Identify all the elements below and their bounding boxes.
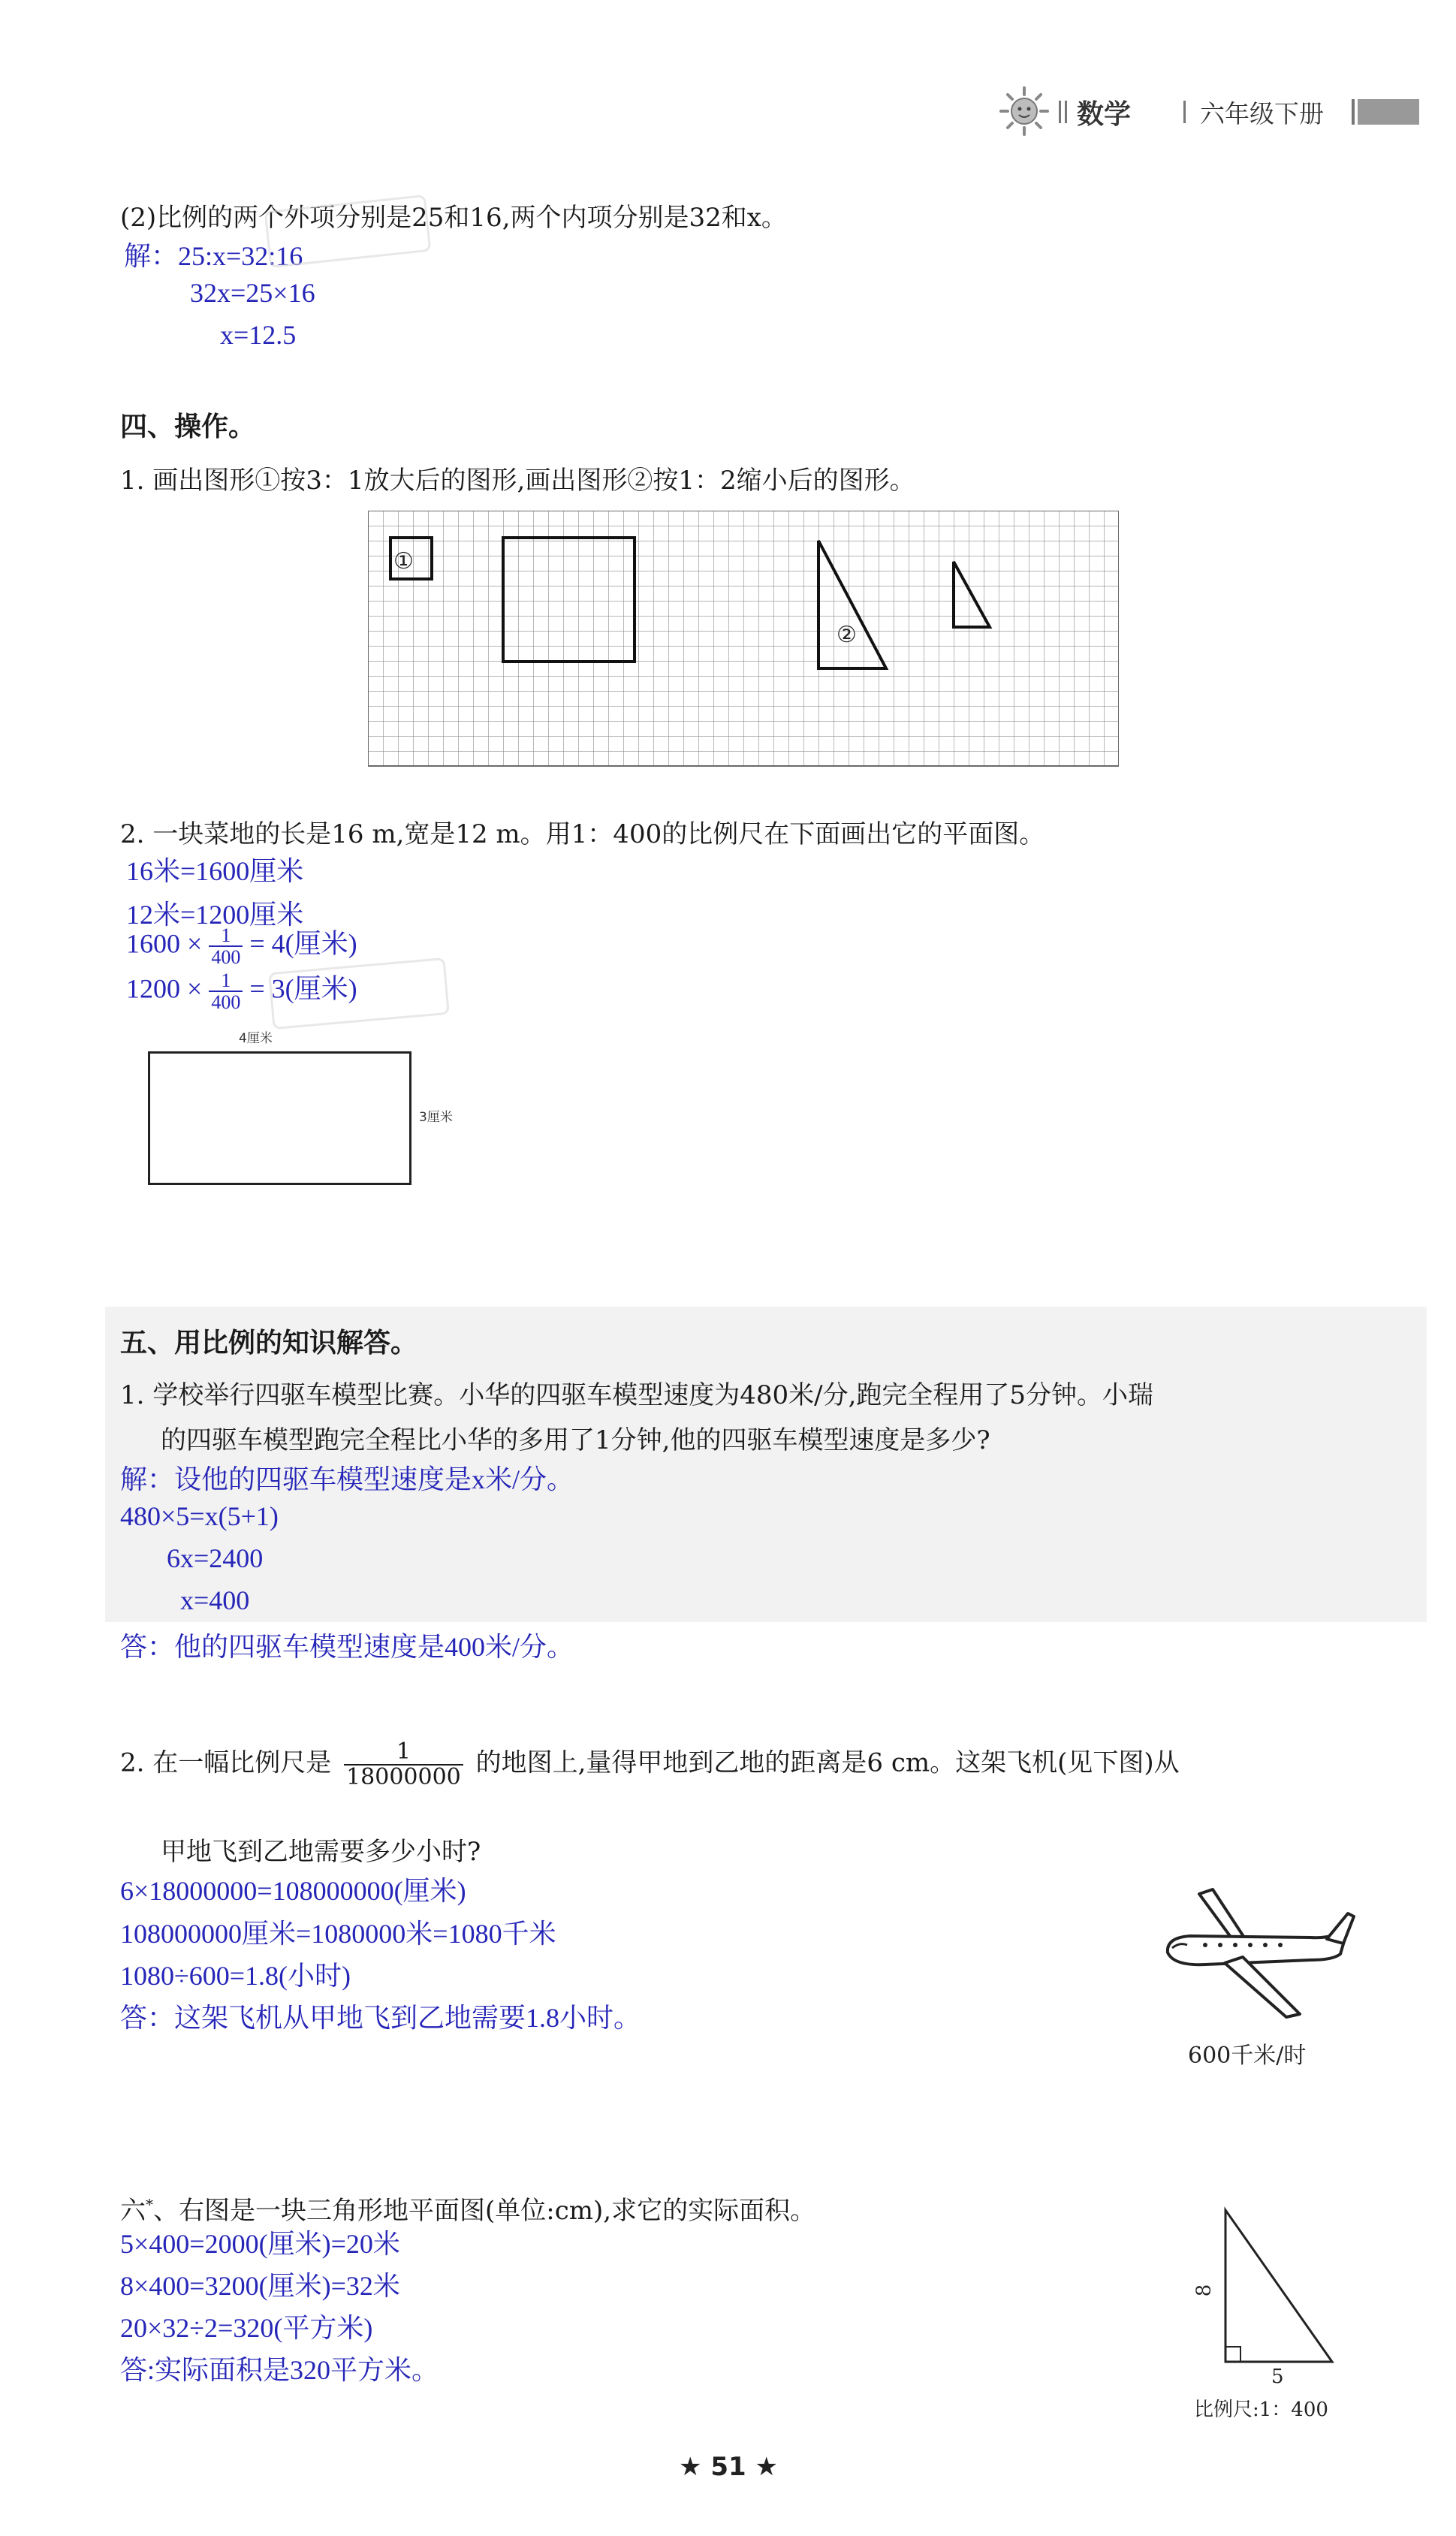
scale-label: 比例尺:1：400	[1194, 2399, 1328, 2421]
section-6-question: 六*、右图是一块三角形地平面图(单位:cm),求它的实际面积。	[120, 2195, 816, 2226]
answer-line: 8×400=3200(厘米)=32米	[120, 2271, 400, 2301]
section-5-title: 五、用比例的知识解答。	[120, 1328, 418, 1358]
answer-line: 1600 × $\frac{1}{400}$ = 4(厘米)	[126, 924, 357, 969]
answer-line: 答：他的四驱车模型速度是400米/分。	[120, 1632, 574, 1662]
answer-line: 108000000厘米=1080000米=1080千米	[120, 1919, 556, 1949]
section-4-q1: 1. 画出图形①按3：1放大后的图形,画出图形②按1：2缩小后的图形。	[120, 466, 915, 496]
answer-line: 答：这架飞机从甲地飞到乙地需要1.8小时。	[120, 2003, 641, 2033]
grid-figure	[368, 511, 1119, 770]
rect-width-label: 4厘米	[239, 1031, 273, 1046]
rect-height-label: 3厘米	[419, 1110, 453, 1125]
triangle-plan	[1216, 2204, 1337, 2369]
page-number: ★ 51 ★	[679, 2452, 778, 2482]
answer-line: 20×32÷2=320(平方米)	[120, 2313, 373, 2343]
sun-logo-icon	[999, 86, 1050, 137]
section-5-q1-line1: 1. 学校举行四驱车模型比赛。小华的四驱车模型速度为480米/分,跑完全程用了5分钟。小瑞	[120, 1380, 1154, 1410]
garden-rectangle	[148, 1051, 411, 1185]
grid-paper	[368, 511, 1119, 770]
answer-line: 6×18000000=108000000(厘米)	[120, 1876, 466, 1906]
answer-line: 解：设他的四驱车模型速度是x米/分。	[120, 1464, 574, 1494]
section-4-title: 四、操作。	[120, 412, 256, 442]
section-4-q2: 2. 一块菜地的长是16 m,宽是12 m。用1：400的比例尺在下面画出它的平面图。	[120, 819, 1045, 849]
answer-line: 1080÷600=1.8(小时)	[120, 1961, 351, 1991]
answer-line: x=400	[180, 1585, 250, 1615]
airplane-icon	[1160, 1885, 1355, 2035]
answer-line: 答:实际面积是320平方米。	[120, 2355, 439, 2385]
answer-line: 32x=25×16	[190, 278, 315, 308]
plane-speed-caption: 600千米/时	[1188, 2043, 1307, 2069]
answer-line: 5×400=2000(厘米)=20米	[120, 2229, 400, 2259]
header-divider	[1065, 101, 1067, 123]
section-5-q1-line2: 的四驱车模型跑完全程比小华的多用了1分钟,他的四驱车模型速度是多少?	[161, 1425, 990, 1455]
triangle-leg-horizontal: 5	[1271, 2366, 1284, 2388]
answer-line: 解：25:x=32:16	[124, 241, 303, 271]
header-divider	[1059, 101, 1061, 123]
answer-line: 6x=2400	[167, 1543, 264, 1573]
header-bars	[1352, 99, 1419, 125]
answer-line: x=12.5	[220, 320, 297, 350]
answer-line: 480×5=x(5+1)	[120, 1501, 279, 1531]
figure-label-2: ②	[837, 622, 857, 648]
triangle-leg-vertical: 8	[1192, 2284, 1216, 2297]
figure-label-1: ①	[393, 548, 414, 574]
question-3-2: (2)比例的两个外项分别是25和16,两个内项分别是32和x。	[120, 203, 787, 233]
header-divider	[1183, 101, 1186, 123]
header-grade: 六年级下册	[1200, 99, 1324, 128]
answer-line: 1200 × $\frac{1}{400}$ = 3(厘米)	[126, 969, 357, 1014]
section-5-q2-line1: 2. 在一幅比例尺是 $\frac{1}{18000000}$ 的地图上,量得甲地到乙地的距离是6 cm。这架飞机(见下图)从	[120, 1738, 1180, 1790]
answer-line: 12米=1200厘米	[126, 900, 304, 930]
section-5-q2-line2: 甲地飞到乙地需要多少小时?	[161, 1837, 481, 1867]
header-subject: 数学	[1077, 99, 1132, 130]
answer-line: 16米=1600厘米	[126, 856, 304, 886]
watermark-stamp	[268, 957, 450, 1030]
page-header	[999, 81, 1419, 141]
